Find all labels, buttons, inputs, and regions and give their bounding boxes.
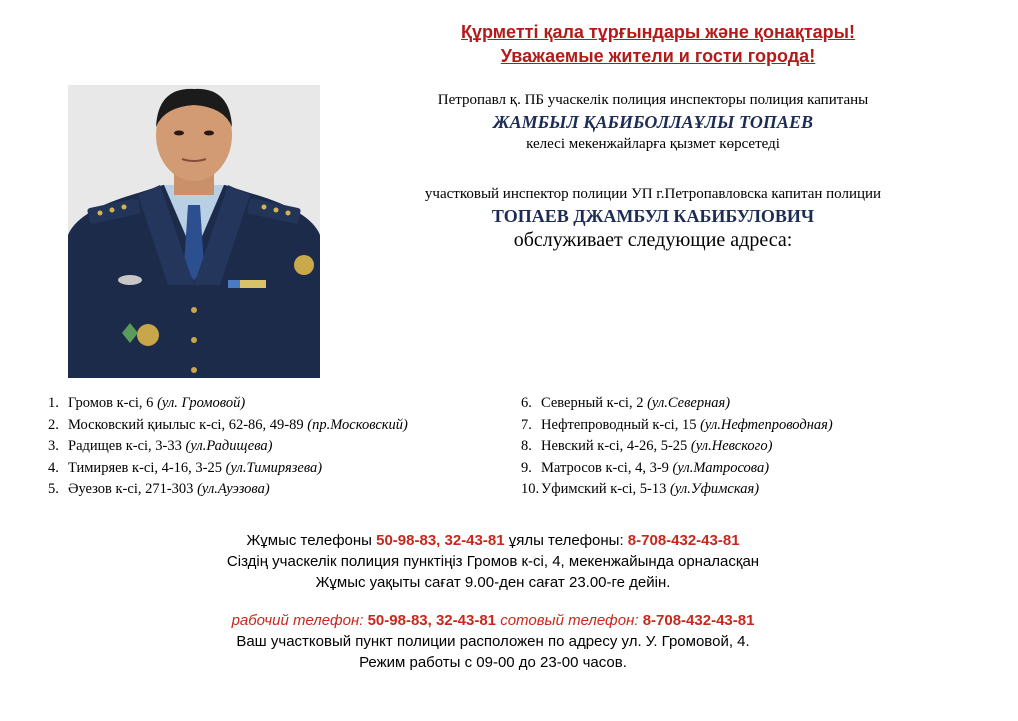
location-ru: Ваш участковый пункт полиции расположен по адресу ул. У. Громовой, 4. [236,633,750,650]
address-kz: Әуезов к-сі, 271-303 [68,481,194,497]
address-ru: (ул.Невского) [690,438,773,454]
spacer [150,593,836,610]
hours-ru: Режим работы с 09-00 до 23-00 часов. [359,654,627,671]
mobile-phone-kz: 8-708-432-43-81 [627,532,740,549]
address-ru: (ул.Тимирязева) [225,459,323,476]
address-kz: Московский қиылыс к-сі, 62-86, 49-89 [68,416,304,433]
serves-label-ru: обслуживает следующие адреса: [513,229,793,251]
address-kz: Громов к-сі, 6 [68,395,154,411]
officer-info-kz [330,90,976,154]
address-item [521,415,833,437]
address-kz: Нефтепроводный к-сі, 15 [541,416,697,433]
address-ru: (ул.Ауэзова) [197,481,270,497]
address-kz: Тимиряев к-сі, 4-16, 3-25 [68,459,223,476]
address-ru: (ул.Нефтепроводная) [700,416,833,433]
greeting-ru: Уважаемые жители и гости города! [500,46,816,66]
hours-kz: Жұмыс уақыты сағат 9.00-ден сағат 23.00-ге дейін. [315,574,671,591]
address-list-left [48,393,408,501]
address-ru: (ул.Матросова) [672,459,770,476]
address-item [521,436,833,458]
mobile-phone-label-ru: сотовый телефон: [500,612,639,629]
work-phone-label-ru: рабочий телефон: [231,612,364,629]
contacts-block [150,530,836,673]
address-ru: (ул.Радищева) [185,438,273,454]
address-item [48,415,408,437]
officer-position-kz: Петропавл қ. ПБ учаскелік полиция инспекторы полиция капитаны [437,92,869,108]
address-number: 3. [48,438,59,454]
address-ru: (ул. Громовой) [157,395,246,411]
location-kz: Сіздің учаскелік полиция пунктіңіз Громов к-сі, 4, мекенжайында орналасқан [226,553,760,570]
address-kz: Невский к-сі, 4-26, 5-25 [541,438,688,454]
mobile-phone-ru: 8-708-432-43-81 [642,612,755,629]
address-kz: Матросов к-сі, 4, 3-9 [541,459,669,476]
address-number: 7. [521,416,532,433]
officer-name-kz: ЖАМБЫЛ ҚАБИБОЛЛАҰЛЫ ТОПАЕВ [493,112,813,132]
address-item [48,393,408,415]
address-number: 8. [521,438,532,454]
address-item [521,479,833,501]
officer-position-ru: участковый инспектор полиции УП г.Петропавловска капитан полиции [424,186,882,202]
officer-photo [68,85,320,378]
address-ru: (ул.Северная) [647,395,731,411]
address-item [48,436,408,458]
serves-label-kz: келесі мекенжайларға қызмет көрсетеді [526,136,780,152]
address-number: 10. [521,481,540,497]
address-kz: Уфимский к-сі, 5-13 [541,481,667,497]
address-kz: Радищев к-сі, 3-33 [68,438,182,454]
address-ru: (пр.Московский) [307,416,408,433]
greeting-header [360,20,956,68]
work-phone-label-kz: Жұмыс телефоны [246,532,372,549]
address-item [521,458,833,480]
work-phones-ru: 50-98-83, 32-43-81 [367,612,497,629]
address-item [521,393,833,415]
address-number: 5. [48,481,59,497]
address-list-right [521,393,833,501]
address-kz: Северный к-сі, 2 [541,395,644,411]
address-number: 4. [48,459,59,476]
officer-info-ru [330,184,976,252]
greeting-kz: Құрметті қала тұрғындары және қонақтары! [460,22,856,42]
address-ru: (ул.Уфимская) [670,481,760,497]
address-item [48,479,408,501]
address-number: 2. [48,416,59,433]
phones-ru [150,610,836,631]
officer-name-ru: ТОПАЕВ ДЖАМБУЛ КАБИБУЛОВИЧ [491,206,815,226]
address-number: 9. [521,459,532,476]
work-phones-kz: 50-98-83, 32-43-81 [376,532,505,549]
address-item [48,458,408,480]
mobile-phone-label-kz: ұялы телефоны: [508,532,624,549]
address-number: 1. [48,395,59,411]
address-number: 6. [521,395,532,411]
phones-kz [150,530,836,551]
